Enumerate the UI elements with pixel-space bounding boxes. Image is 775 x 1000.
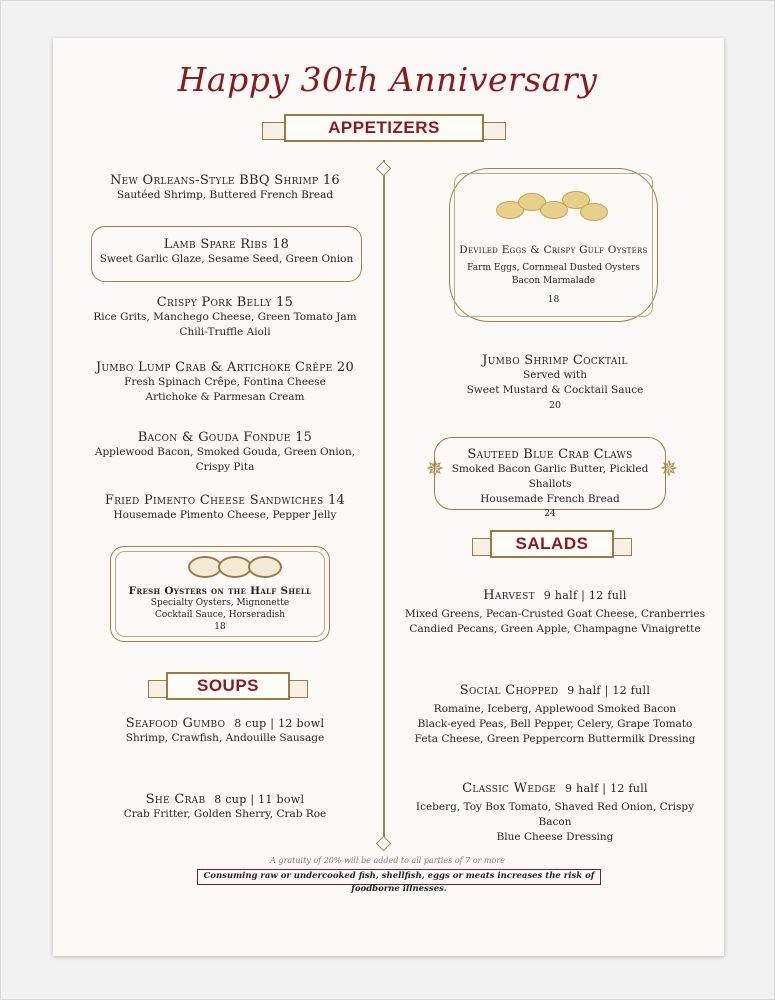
menu-item-social-chopped: Social Chopped 9 half | 12 full Romaine, Iceberg, Applewood Smoked Bacon Black-eyed Peas, Bell Pepper, Celery, Grape Tomato Feta Cheese, Green Peppercorn Buttermilk Dressing	[414, 683, 696, 745]
menu-item-crab-crepe: Jumbo Lump Crab & Artichoke Crêpe 20 Fresh Spinach Crêpe, Fontina Cheese Artichoke & Parmesan Cream	[95, 360, 355, 403]
oysters-illustration	[188, 556, 278, 582]
menu-item-fondue: Bacon & Gouda Fondue 15 Applewood Bacon, Smoked Gouda, Green Onion, Crispy Pita	[94, 430, 356, 473]
menu-item-pork-belly: Crispy Pork Belly 15 Rice Grits, Manchego Cheese, Green Tomato Jam Chili-Truffle Aioli	[93, 295, 357, 338]
menu-item-deviled-eggs: Deviled Eggs & Crispy Gulf Oysters Farm Eggs, Cornmeal Dusted Oysters Bacon Marmalade 18	[459, 244, 648, 305]
menu-title: Happy 30th Anniversary	[177, 60, 598, 99]
salads-banner	[472, 530, 632, 560]
menu-item-harvest: Harvest 9 half | 12 full Mixed Greens, Pecan-Crusted Goat Cheese, Cranberries Candied Pecans, Green Apple, Champagne Vinaigrette	[405, 588, 705, 635]
menu-item-she-crab: She Crab 8 cup | 11 bowl Crab Fritter, Golden Sherry, Crab Roe	[123, 792, 327, 820]
crab-icon: ✵	[425, 457, 445, 482]
menu-item-shrimp-cocktail: Jumbo Shrimp Cocktail Served with Sweet Mustard & Cocktail Sauce 20	[466, 353, 644, 411]
appetizers-heading: APPETIZERS	[284, 114, 484, 142]
salads-heading: SALADS	[490, 530, 614, 558]
menu-item-lamb-ribs: Lamb Spare Ribs 18 Sweet Garlic Glaze, Sesame Seed, Green Onion	[99, 237, 354, 265]
gratuity-note: A gratuity of 20% will be added to all parties of 7 or more	[270, 856, 505, 865]
menu-item-crab-claws: Sauteed Blue Crab Claws Smoked Bacon Garlic Butter, Pickled Shallots Housemade French Bread 24	[451, 447, 649, 519]
menu-item-gumbo: Seafood Gumbo 8 cup | 12 bowl Shrimp, Crawfish, Andouille Sausage	[125, 716, 325, 744]
menu-item-pimento: Fried Pimento Cheese Sandwiches 14 Housemade Pimento Cheese, Pepper Jelly	[104, 493, 346, 521]
soups-heading: SOUPS	[166, 672, 290, 700]
food-safety-warning: Consuming raw or undercooked fish, shellfish, eggs or meats increases the risk of foodborne illnesses.	[197, 869, 601, 885]
soups-banner	[148, 672, 308, 702]
menu-item-bbq-shrimp: New Orleans-Style BBQ Shrimp 16 Sautéed Shrimp, Buttered French Bread	[109, 173, 341, 201]
center-divider	[383, 160, 385, 850]
menu-item-oysters: Fresh Oysters on the Half Shell Specialty Oysters, Mignonette Cocktail Sauce, Horseradish 18	[128, 585, 312, 632]
crab-icon: ✵	[659, 457, 679, 482]
appetizers-banner	[262, 114, 506, 144]
menu-item-classic-wedge: Classic Wedge 9 half | 12 full Iceberg, Toy Box Tomato, Shaved Red Onion, Crispy Bacon Blue Cheese Dressing	[415, 781, 695, 843]
deviled-eggs-illustration	[496, 187, 606, 227]
